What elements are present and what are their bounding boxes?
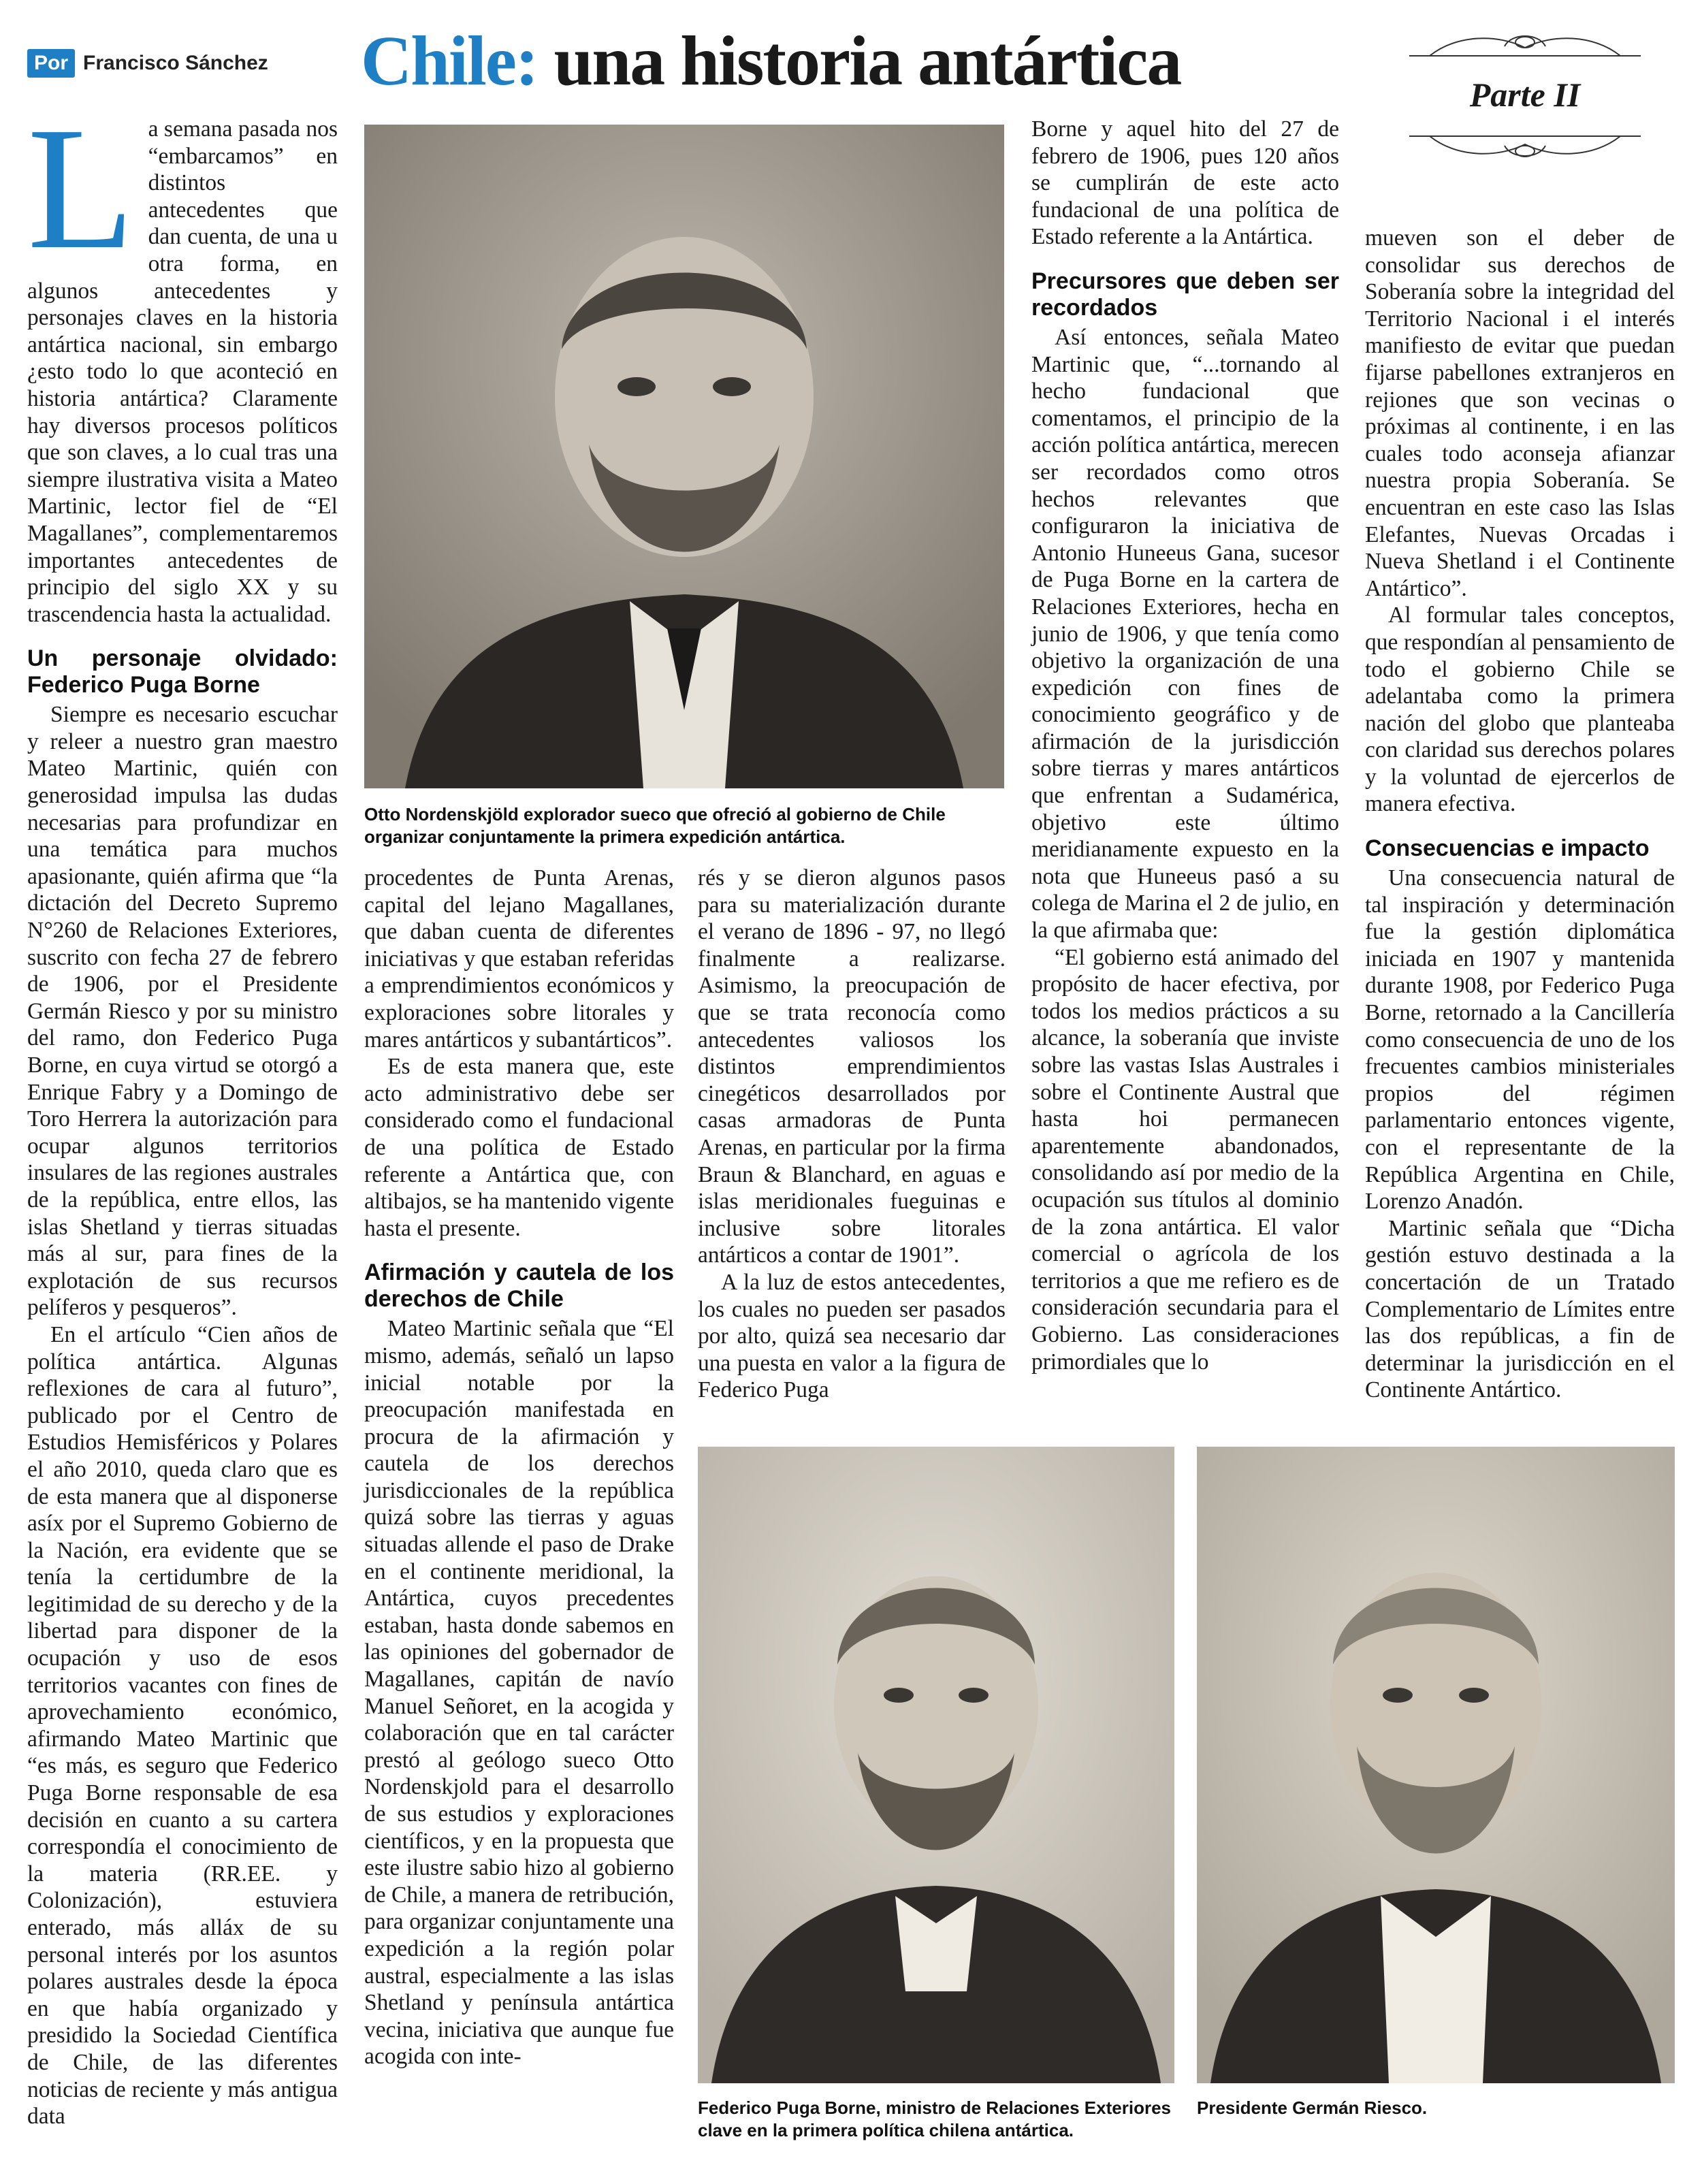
headline [361,20,1328,102]
paragraph: Martinic señala que “Dicha gestión estuvo destinada a la concertación de un Tratado Complementario de Límites entre las dos repúblicas, a fin de determinar la jurisdicción en el Continente Antártico. [1365,1215,1675,1403]
paragraph: procedentes de Punta Arenas, capital del lejano Magallanes, que daban cuenta de diferentes iniciativas y que estaban referidas a emprendimientos económicos y exploraciones sobre litorales y mares antárticos y subantárticos”. [364,865,674,1053]
headline-rest: una historia antártica [537,22,1181,100]
portrait-icon [1197,1447,1675,2083]
drop-cap: L [27,91,135,285]
paragraph: A la luz de estos antecedentes, los cuales no pueden ser pasados por alto, quizá sea necesario dar una puesta en valor a la figura de Federico Puga [698,1269,1006,1403]
nordenskjold-caption: Otto Nordenskjöld explorador sueco que ofreció al gobierno de Chile organizar conjuntamente la primera expedición antártica. [364,804,946,847]
paragraph: Siempre es necesario escuchar y releer a nuestro gran maestro Mateo Martinic, quién con generosidad impulsa las dudas necesarias para profundizar en una temática para muchos apasionante, quién afirma que “la dictación del Decreto Supremo N°260 de Relaciones Exteriores, suscrito con fecha 27 de febrero de 1906, por el Presidente Germán Riesco y por su ministro del ramo, don Federico Puga Borne, en cuya virtud se otorgó a Enrique Fabry y a Domingo de Toro Herrera la autorización para ocupar algunos territorios insulares de las regiones australes de la república, entre ellos, las islas Shetland y tierras situadas más al sur, para fines de la explotación de sus recursos pelíferos y pesqueros”. [27,702,338,1321]
section-title-consecuencias: Consecuencias e impacto [1365,835,1650,862]
paragraph: Mateo Martinic señala que “El mismo, además, señaló un lapso inicial notable por la preocupación manifestada en procura de la afirmación y cautela de los derechos jurisdiccionales de la república quizá sobre las tierras y aguas situadas allende el paso de Drake en el continente meridional, la Antártica, cuyos precedentes estaban, hasta donde sabemos en las opiniones del gobernador de Magallanes, capitán de navío Manuel Señoret, en la acogida y colaboración que en tal carácter prestó al geólogo sueco Otto Nordenskjold para el desarrollo de sus estudios y exploraciones científicos, y en la propuesta que este ilustre sabio hizo al gobierno de Chile, a manera de retribución, para organizar conjuntamente una expedición a la región polar austral, especialmente a las islas Shetland y península antártica vecina, iniciativa que aunque fue acogida con inte- [364,1316,674,2070]
portrait-icon [364,125,1004,788]
puga-borne-photo [698,1447,1174,2083]
article-column-1 [27,91,338,2130]
article-column-4 [1031,116,1339,1375]
section-title-precursores: Precursores que deben ser recordados [1031,268,1339,321]
portrait-icon [698,1447,1174,2083]
puga-borne-caption: Federico Puga Borne, ministro de Relaciones Exteriores clave en la primera política chilena antártica. [698,2098,1171,2140]
riesco-caption: Presidente Germán Riesco. [1197,2098,1428,2118]
riesco-photo [1197,1447,1675,2083]
byline-author: Francisco Sánchez [83,52,268,74]
part-label: Parte II [1469,76,1581,114]
article-column-3 [698,865,1006,1404]
intro-paragraph: a semana pasada nos “embarcamos” en distintos antecedentes que dan cuenta, de una u otra forma, en algunos antecedentes y personajes claves en la historia antártica nacional, sin embargo ¿esto todo lo que aconteció en historia antártica? Claramente hay diversos procesos políticos que son claves, a lo cual tras una siempre ilustrativa visita a Mateo Martinic, lector fiel de “El Magallanes”, complementaremos importantes antecedentes de principio del siglo XX y su trascendencia hasta la actualidad. [27,116,338,627]
part-ornament [1402,27,1648,170]
byline [27,49,268,78]
section-title-afirmacion: Afirmación y cautela de los derechos de Chile [364,1259,674,1313]
paragraph: rés y se dieron algunos pasos para su materialización durante el verano de 1896 - 97, no llegó finalmente a realizarse. Asimismo, la preocupación de que se trata reconocía como antecedentes valiosos los distintos emprendimientos cinegéticos desarrollados por casas armadoras de Punta Arenas, en particular por la firma Braun & Blanchard, en aguas e islas meridionales fueguinas e inclusive sobre litorales antárticos a contar de 1901”. [698,865,1006,1268]
paragraph: Al formular tales conceptos, que respondían al pensamiento de todo el gobierno Chile se adelantaba como la primera nación del globo que planteaba con claridad sus derechos polares y la voluntad de ejercerlos de manera efectiva. [1365,603,1675,817]
paragraph: “El gobierno está animado del propósito de hacer efectiva, por todos los medios prácticos a su alcance, la soberanía que inviste sobre las vastas Islas Australes i sobre el Continente Austral que hasta hoi permanecen aparentemente abandonados, consolidando así por medio de la ocupación sus títulos al dominio de la zona antártica. El valor comercial o agrícola de los territorios a que me refiero es de consideración secundaria para el Gobierno. Las consideraciones primordiales que lo [1031,944,1339,1375]
article-column-2 [364,865,674,2070]
article-column-5 [1365,225,1675,1404]
paragraph: Es de esta manera que, este acto administrativo debe ser considerado como el fundacional de una política de Estado referente a Antártica que, con altibajos, se ha mantenido vigente hasta el presente. [364,1054,674,1241]
paragraph: Borne y aquel hito del 27 de febrero de 1906, pues 120 años se cumplirán de este acto fundacional de una política de Estado referente a la Antártica. [1031,116,1339,250]
paragraph: Una consecuencia natural de tal inspiración y determinación fue la gestión diplomática iniciada en 1907 y mantenida durante 1908, por Federico Puga Borne, retornado a la Cancillería como consecuencia de uno de los frecuentes cambios ministeriales propios del régimen parlamentario entonces vigente, con el representante de la República Argentina en Chile, Lorenzo Anadón. [1365,865,1675,1215]
headline-accent: Chile: [361,22,538,100]
nordenskjold-photo [364,125,1004,788]
byline-label: Por [27,49,75,78]
paragraph: Así entonces, señala Mateo Martinic que, “...tornando al hecho fundacional que comentamos, el principio de la acción política antártica, merecen ser recordados como otros hechos relevantes que configuraron la iniciativa de Antonio Huneeus Gana, sucesor de Puga Borne en la cartera de Relaciones Exteriores, hecha en junio de 1906, y que tenía como objetivo la organización de una expedición con fines de conocimiento geográfico y de afirmación de la jurisdicción sobre tierras y mares antárticos que enfrentan a Sudamérica, objetivo este último meridianamente expuesto en la nota que Huneeus pasó a su colega de Marina el 2 de julio, en la que afirmaba que: [1031,324,1339,944]
paragraph: En el artículo “Cien años de política antártica. Algunas reflexiones de cara al futuro”, publicado por el Centro de Estudios Hemisféricos y Polares el año 2010, queda claro que es de esta manera que al disponerse asíx por el Supremo Gobierno de la Nación, era evidente que se tenía la certidumbre de la legitimidad de su derecho y de la libertad para disponer de la ocupación y uso de esos territorios vacantes con fines de aprovechamiento económico, afirmando Mateo Martinic que “es más, es seguro que Federico Puga Borne responsable de esa decisión en cuanto a su cartera correspondía el conocimiento de la materia (RR.EE. y Colonización), estuviera enterado, más alláx de su personal interés por los asuntos polares australes desde la época en que había organizado y presidido la Sociedad Científica de Chile, de las diferentes noticias de reciente y más antigua data [27,1321,338,2130]
section-title-personaje: Un personaje olvidado: Federico Puga Borne [27,645,338,698]
paragraph: mueven son el deber de consolidar sus derechos de Soberanía sobre la integridad del Territorio Nacional i el interés manifiesto de evitar que puedan fijarse pabellones extranjeros en rejiones que son vecinas o próximas al continente, i en las cuales todo aconseja afianzar nuestra propia Soberanía. Se encuentran en este caso las Islas Elefantes, Nuevas Orcadas i Nueva Shetland i el Continente Antártico”. [1365,225,1675,601]
